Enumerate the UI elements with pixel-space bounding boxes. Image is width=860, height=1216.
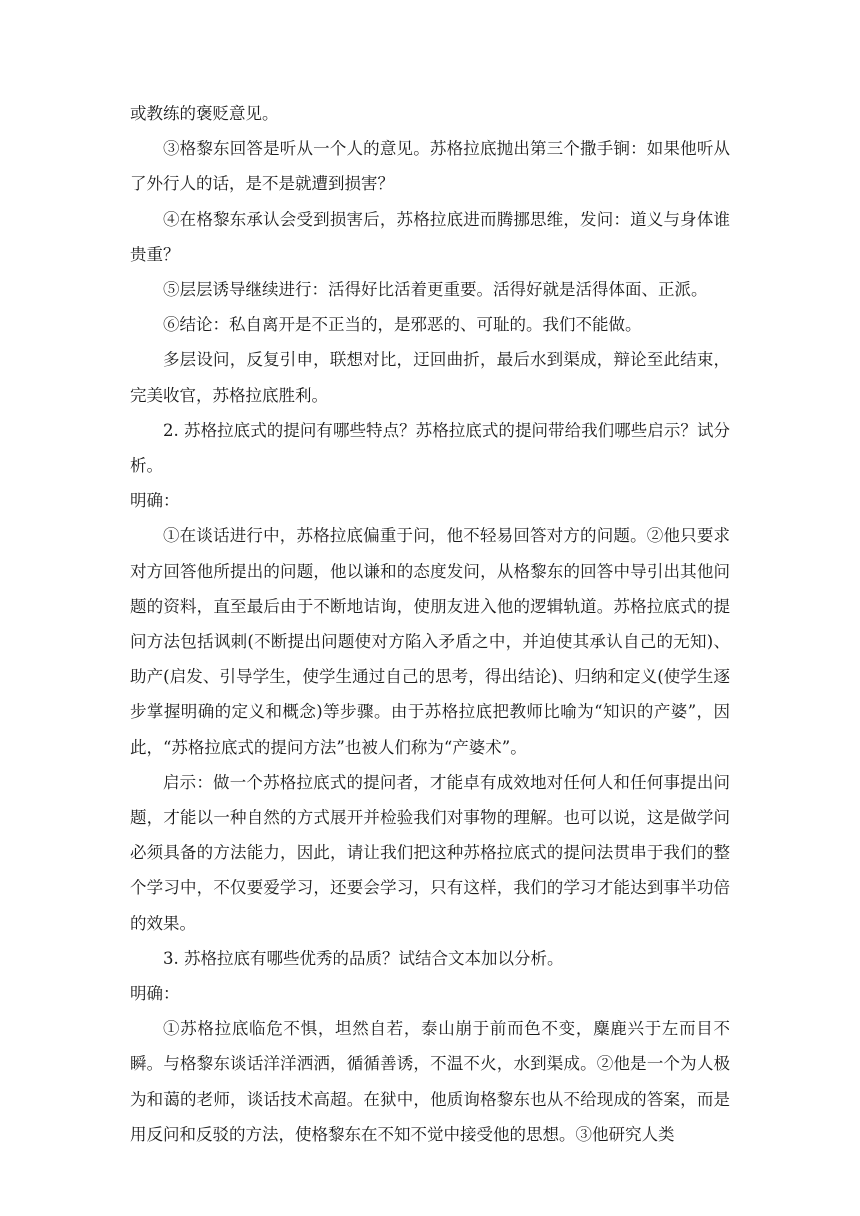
answer-3-qualities: ①苏格拉底临危不惧，坦然自若，泰山崩于前而色不变，麋鹿兴于左而目不瞬。与格黎东谈话洋洋洒洒，循循善诱，不温不火，水到渠成。②他是一个为人极为和蔼的老师，谈话技术高超。在狱中，他质询格黎东也从不给现成的答案，而是用反问和反驳的方法，使格黎东在不知不觉中接受他的思想。③他研究人类 bbox=[130, 1019, 730, 1144]
paragraph-continuation: 或教练的褒贬意见。 bbox=[130, 104, 279, 123]
paragraph-point-3: ③格黎东回答是听从一个人的意见。苏格拉底抛出第三个撒手锏：如果他听从了外行人的话，是不是就遭到损害？ bbox=[130, 139, 730, 194]
document-body bbox=[130, 96, 730, 1152]
paragraph-point-5: ⑤层层诱导继续进行：活得好比活着更重要。活得好就是活得体面、正派。 bbox=[163, 280, 708, 300]
question-2: 2. 苏格拉底式的提问有哪些特点？苏格拉底式的提问带给我们哪些启示？试分析。 bbox=[130, 420, 730, 476]
question-3: 3. 苏格拉底有哪些优秀的品质？试结合文本加以分析。 bbox=[163, 948, 564, 968]
answer-label-2: 明确： bbox=[130, 491, 180, 511]
paragraph-point-4: ④在格黎东承认会受到损害后，苏格拉底进而腾挪思维，发问：道义与身体谁贵重？ bbox=[130, 209, 730, 264]
answer-label-3: 明确： bbox=[130, 984, 180, 1004]
paragraph-summary: 多层设问，反复引申，联想对比，迂回曲折，最后水到渠成，辩论至此结束，完美收官，苏格拉底胜利。 bbox=[130, 350, 730, 405]
answer-2-inspiration: 启示：做一个苏格拉底式的提问者，才能卓有成效地对任何人和任何事提出问题，才能以一种自然的方式展开并检验我们对事物的理解。也可以说，这是做学问必须具备的方法能力，因此，请让我们把这种苏格拉底式的提问法贯串于我们的整个学习中，不仅要爱学习，还要会学习，只有这样，我们的学习才能达到事半功倍的效果。 bbox=[130, 772, 730, 933]
paragraph-point-6: ⑥结论：私自离开是不正当的，是邪恶的、可耻的。我们不能做。 bbox=[163, 315, 642, 335]
answer-2-features: ①在谈话进行中，苏格拉底偏重于问，他不轻易回答对方的问题。②他只要求对方回答他所提出的问题，他以谦和的态度发问，从格黎东的回答中导引出其他问题的资料，直至最后由于不断地诘询，使朋友进入他的逻辑轨道。苏格拉底式的提问方法包括讽刺(不断提出问题使对方陷入矛盾之中，并迫使其承认自己的无知)、助产(启发、引导学生，使学生通过自己的思考，得出结论)、归纳和定义(使学生逐步掌握明确的定义和概念)等步骤。由于苏格拉底把教师比喻为“知识的产婆”，因此，“苏格拉底式的提问方法”也被人们称为“产婆术”。 bbox=[130, 526, 730, 757]
